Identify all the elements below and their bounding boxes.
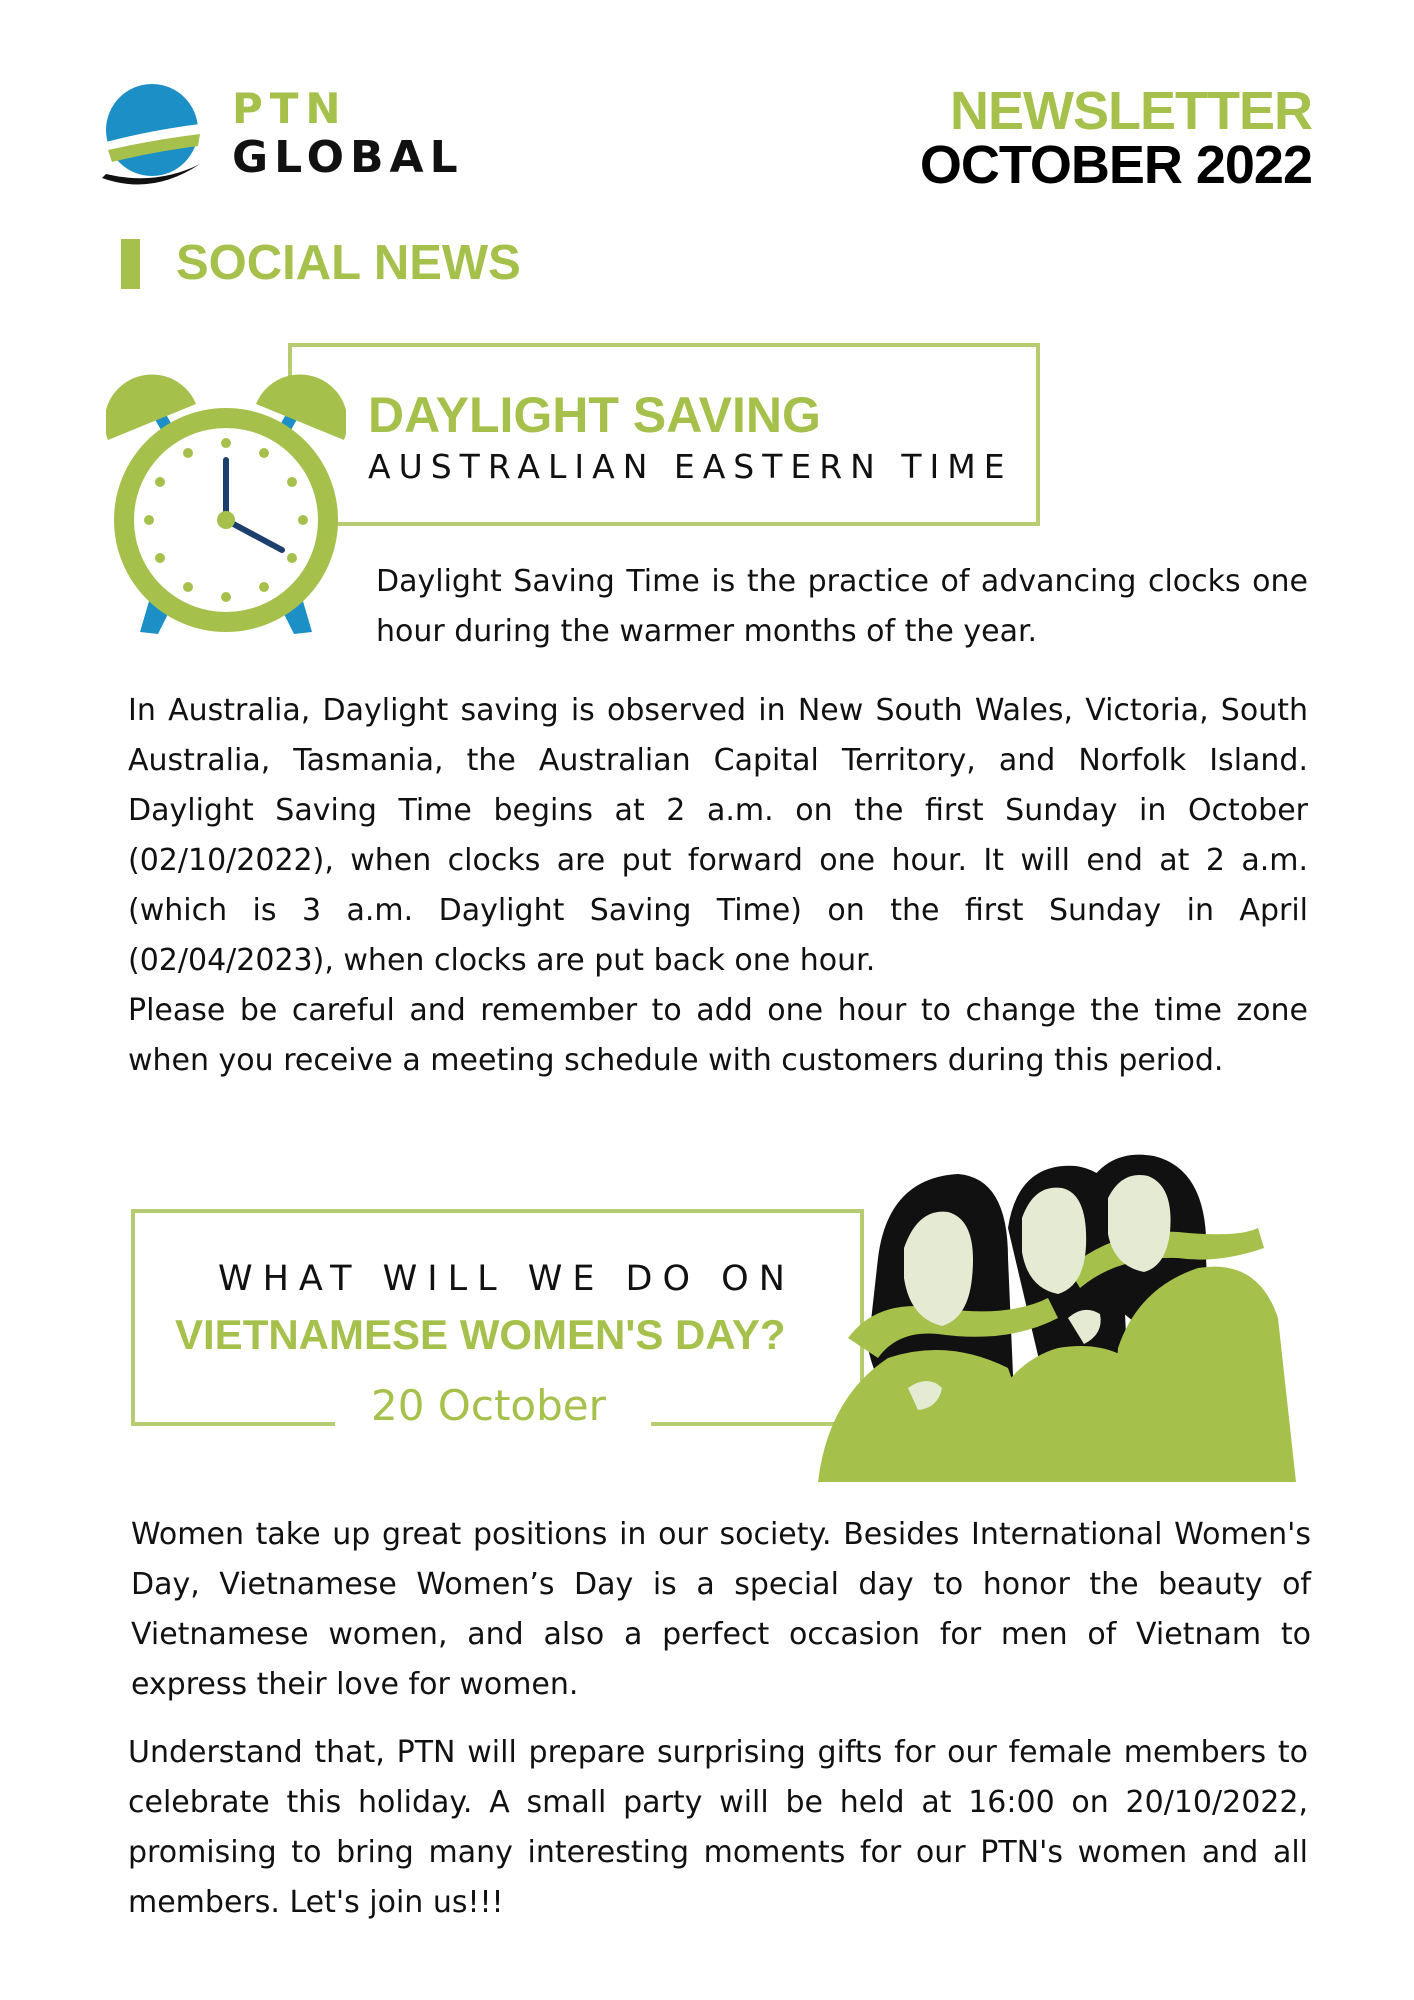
three-women-illustration xyxy=(818,1148,1308,1482)
newsletter-date: OCTOBER 2022 xyxy=(919,135,1312,195)
womens-day-paragraph-1: Women take up great positions in our society. Besides International Women's Day, Vietnamese Women’s Day is a special day to honor the beauty of Vietnamese women, and also a perfect occasion for men of Vietnam to express their love for women. xyxy=(131,1517,1311,1702)
section-marker xyxy=(121,239,140,289)
logo-wordmark-global: GLOBAL xyxy=(232,132,464,183)
womens-day-question: WHAT WILL WE DO ON xyxy=(218,1259,795,1299)
daylight-body: In Australia, Daylight saving is observed in New South Wales, Victoria, South Australia, Tasmania, the Australian Capital Territory, and Norfolk Island. Daylight Saving Time begins at 2 a.m. on the first Sunday in October (02/10/2022), when clocks are put forward one hour. It will end at 2 a.m. (which is 3 a.m. Daylight Saving Time) on the first Sunday in April (02/04/2023), when clocks are put back one hour. xyxy=(128,693,1308,978)
daylight-reminder: Please be careful and remember to add one hour to change the time zone when you receive a meeting schedule with customers during this period. xyxy=(128,993,1308,1078)
alarm-clock-icon xyxy=(106,368,346,650)
newsletter-label: NEWSLETTER xyxy=(950,81,1312,141)
daylight-saving-subtitle: AUSTRALIAN EASTERN TIME xyxy=(368,447,1013,486)
ptn-globe-logo-icon xyxy=(96,78,208,196)
daylight-saving-title: DAYLIGHT SAVING xyxy=(368,387,821,443)
logo-wordmark-ptn: PTN xyxy=(232,84,348,133)
section-title: SOCIAL NEWS xyxy=(176,236,521,290)
womens-day-title: VIETNAMESE WOMEN'S DAY? xyxy=(175,1311,786,1358)
womens-day-paragraph-2: Understand that, PTN will prepare surprising gifts for our female members to celebrate this holiday. A small party will be held at 16:00 on 20/10/2022, promising to bring many interesting moments for our PTN's women and all members. Let's join us!!! xyxy=(128,1735,1308,1920)
womens-day-date: 20 October xyxy=(371,1381,606,1430)
daylight-intro: Daylight Saving Time is the practice of advancing clocks one hour during the warmer months of the year. xyxy=(376,564,1308,649)
